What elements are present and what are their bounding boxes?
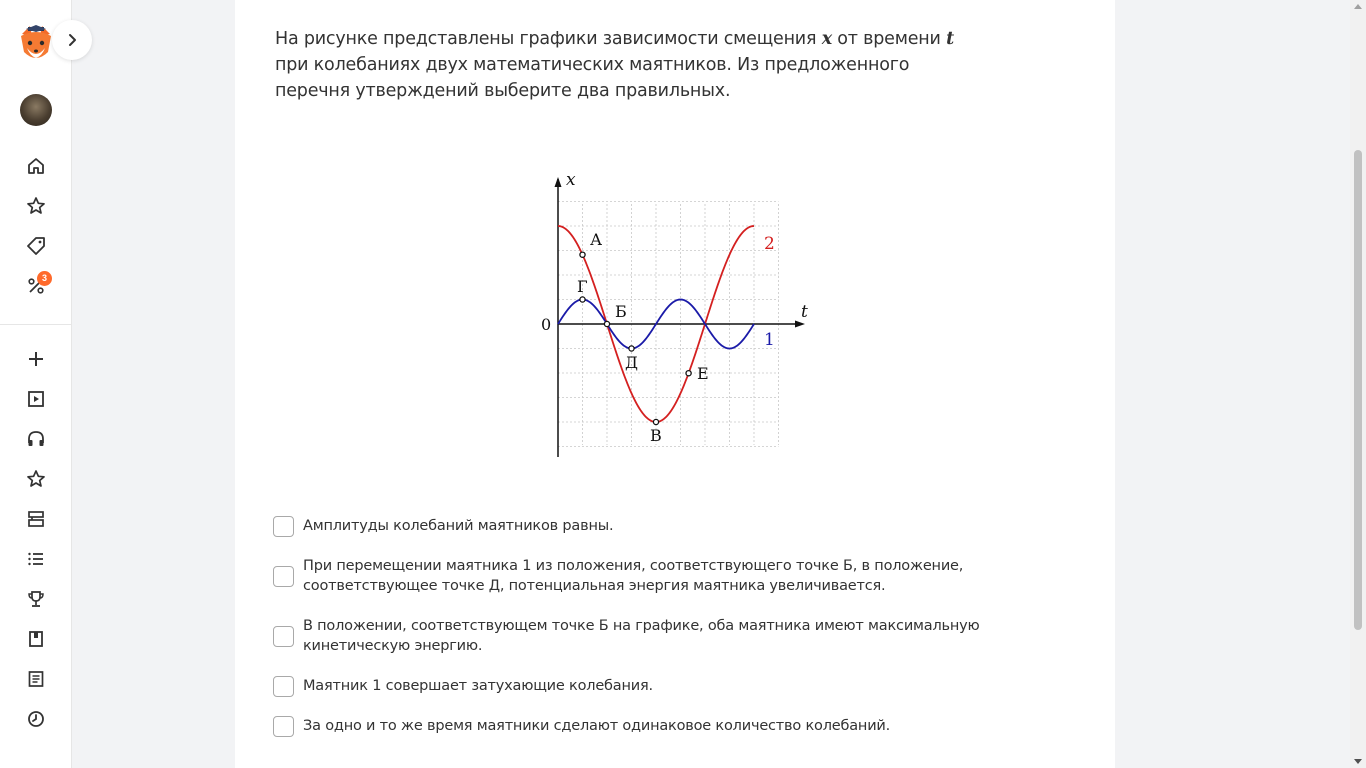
list-icon[interactable] [24,547,48,571]
answer-text-5[interactable]: За одно и то же время маятники сделают одинаковое количество колебаний. [303,718,891,734]
answer-text-2[interactable]: При перемещении маятника 1 из положения, соответствующего точке Б, в положение, соответствующее точке Д, потенциальная энергия маятника увеличивается. [303,558,964,594]
page-scrollbar[interactable] [1350,0,1366,768]
point-e [686,371,691,376]
answer-option-5[interactable] [273,716,1063,737]
curve-1-label: 1 [764,330,775,350]
answer-option-4[interactable] [273,676,1063,697]
answer-text-3[interactable]: В положении, соответствующем точке Б на графике, оба маятника имеют максимальную кинетическую энергию. [303,618,980,654]
question-part-2: от времени [831,29,947,49]
graph-points [580,252,691,424]
chevron-right-icon [65,33,79,47]
curve-2-label: 2 [764,234,775,254]
scroll-up-icon[interactable] [1354,4,1362,9]
task-content [235,0,1115,768]
oscillation-graph [535,165,815,465]
point-label-g: Г [577,277,588,296]
answer-checkbox-4[interactable] [273,676,294,697]
question-part-3: при колебаниях двух математических маятников. Из предложенного перечня утверждений выберите два правильных. [275,55,910,101]
layers-icon[interactable] [24,507,48,531]
answer-checkbox-2[interactable] [273,566,294,587]
point-a [580,252,585,257]
star-outline-icon[interactable] [24,467,48,491]
point-label-v: В [650,426,662,445]
question-part-1: На рисунке представлены графики зависимости смещения [275,29,822,49]
sidebar [0,0,72,768]
play-icon[interactable] [24,387,48,411]
book-icon[interactable] [24,627,48,651]
point-v [653,419,658,424]
y-axis-arrow [555,177,562,187]
sidebar-divider [0,324,72,325]
point-label-e: Е [697,364,709,383]
point-label-a: А [590,230,603,249]
avatar[interactable] [20,94,52,126]
y-axis-label: x [566,170,576,190]
origin-label: 0 [541,315,552,334]
point-d [629,346,634,351]
question-variable-t: t [946,29,954,49]
point-label-d: Д [625,353,639,372]
answer-option-2[interactable] [273,556,1063,596]
question-variable-x: x [821,29,832,49]
trophy-icon[interactable] [24,587,48,611]
point-b [604,321,609,326]
answer-text-1[interactable]: Амплитуды колебаний маятников равны. [303,518,614,534]
tag-icon[interactable] [24,234,48,258]
answer-checkbox-1[interactable] [273,516,294,537]
star-icon[interactable] [24,194,48,218]
clock-icon[interactable] [24,707,48,731]
answer-checkbox-5[interactable] [273,716,294,737]
scroll-down-icon[interactable] [1354,759,1362,764]
plus-icon[interactable] [24,347,48,371]
notification-badge: 3 [37,271,52,286]
question-text [275,26,955,104]
answer-checkbox-3[interactable] [273,626,294,647]
headphones-icon[interactable] [24,427,48,451]
fox-logo-icon[interactable] [18,24,54,64]
sidebar-expand-button[interactable] [52,20,92,60]
point-g [580,297,585,302]
graph-svg [535,165,815,465]
x-axis-label: t [801,302,808,322]
scroll-thumb[interactable] [1354,150,1362,630]
home-icon[interactable] [24,154,48,178]
document-icon[interactable] [24,667,48,691]
answer-option-3[interactable] [273,616,1063,656]
answer-option-1[interactable] [273,516,1063,537]
answer-text-4[interactable]: Маятник 1 совершает затухающие колебания. [303,678,653,694]
point-label-b: Б [615,302,627,321]
